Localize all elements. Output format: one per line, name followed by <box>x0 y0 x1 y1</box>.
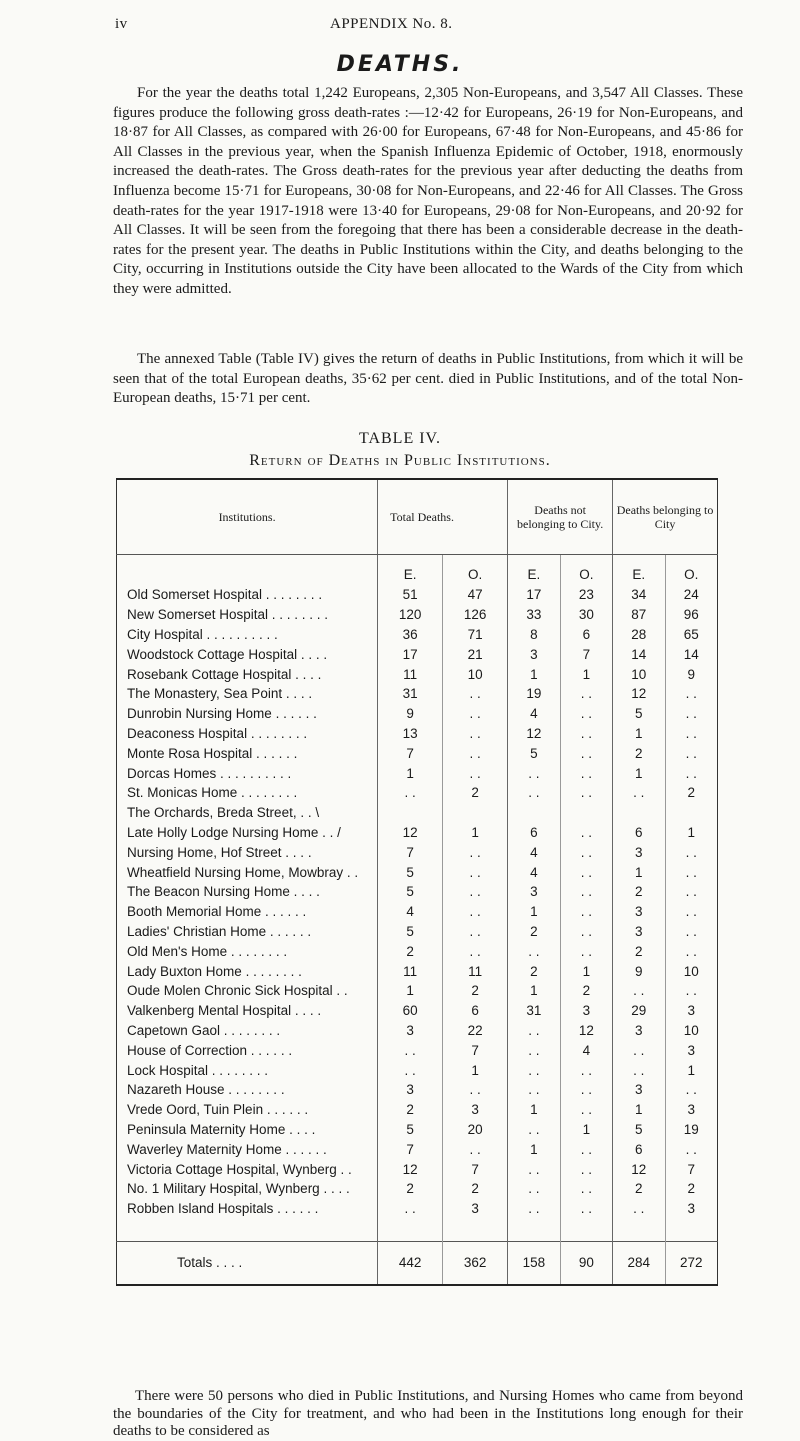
table-cell: . . <box>665 902 718 922</box>
spacer-cell <box>613 1219 665 1242</box>
table-cell: 3 <box>613 1080 665 1100</box>
table-cell <box>665 803 718 823</box>
table-cell: . . <box>378 783 443 803</box>
table-cell: 51 <box>378 585 443 605</box>
institution-name: Dunrobin Nursing Home . . . . . . <box>127 706 317 722</box>
table-cell: 1 <box>613 1100 665 1120</box>
totals-cell: 284 <box>613 1241 665 1285</box>
table-cell: 6 <box>613 1139 665 1159</box>
institution-name: Capetown Gaol . . . . . . . . <box>127 1022 281 1038</box>
eo-header-row <box>117 555 718 586</box>
table-cell: . . <box>508 1040 560 1060</box>
table-cell: . . <box>613 783 665 803</box>
table-cell: 1 <box>665 823 718 843</box>
table-cell: 1 <box>665 1060 718 1080</box>
table-cell: 19 <box>665 1120 718 1140</box>
table-cell: 2 <box>508 922 560 942</box>
table-cell: . . <box>665 1080 718 1100</box>
table-cell: . . <box>508 1060 560 1080</box>
table-cell: 29 <box>613 1001 665 1021</box>
table-cell: 14 <box>613 644 665 664</box>
table-cell: 11 <box>443 961 508 981</box>
table-cell: . . <box>560 763 612 783</box>
table-cell: . . <box>443 1139 508 1159</box>
table-cell: 1 <box>443 823 508 843</box>
table-cell: . . <box>560 1080 612 1100</box>
table-cell: 20 <box>443 1120 508 1140</box>
table-cell: 17 <box>508 585 560 605</box>
table-cell: . . <box>665 882 718 902</box>
table-cell: 5 <box>378 882 443 902</box>
institution-name: Deaconess Hospital . . . . . . . . <box>127 725 308 741</box>
totals-cell: 442 <box>378 1241 443 1285</box>
sub-header-o: O. <box>665 555 718 586</box>
table-row <box>117 1001 718 1021</box>
table-row <box>117 922 718 942</box>
table-cell: 12 <box>378 823 443 843</box>
table-cell <box>508 803 560 823</box>
table-row <box>117 862 718 882</box>
sub-header-o: O. <box>560 555 612 586</box>
table-row <box>117 1080 718 1100</box>
table-title: TABLE IV. <box>358 430 442 447</box>
table-cell: 6 <box>560 625 612 645</box>
table-cell: . . <box>560 922 612 942</box>
totals-cell: 362 <box>443 1241 508 1285</box>
table-cell: 2 <box>443 783 508 803</box>
table-cell: 1 <box>443 1060 508 1080</box>
table-cell: . . <box>560 882 612 902</box>
table-cell: 1 <box>560 1120 612 1140</box>
table-cell: . . <box>443 941 508 961</box>
table-cell: 19 <box>508 684 560 704</box>
table-cell: . . <box>665 981 718 1001</box>
institution-name: Woodstock Cottage Hospital . . . . <box>127 646 328 662</box>
table-row <box>117 823 718 843</box>
table-cell: 2 <box>665 1179 718 1199</box>
table-cell: 3 <box>665 1199 718 1219</box>
table-cell: 3 <box>443 1199 508 1219</box>
table-cell: 87 <box>613 605 665 625</box>
institution-name: No. 1 Military Hospital, Wynberg . . . . <box>127 1181 350 1197</box>
table-cell: 7 <box>378 743 443 763</box>
table-cell: 13 <box>378 724 443 744</box>
table-cell: . . <box>508 1021 560 1041</box>
col-institutions: Institutions. <box>117 479 378 555</box>
table-cell: . . <box>560 1199 612 1219</box>
table-cell: 3 <box>378 1021 443 1041</box>
table-cell: . . <box>560 823 612 843</box>
table-cell: . . <box>560 1060 612 1080</box>
table-cell: . . <box>665 704 718 724</box>
table-cell: . . <box>443 704 508 724</box>
table-cell: 10 <box>613 664 665 684</box>
table-cell: . . <box>508 1179 560 1199</box>
table-cell: 6 <box>613 823 665 843</box>
table-cell: . . <box>665 1139 718 1159</box>
institution-name: Wheatfield Nursing Home, Mowbray . . <box>127 864 359 880</box>
table-cell: 5 <box>378 922 443 942</box>
table-row <box>117 1060 718 1080</box>
deaths-table <box>116 478 718 1286</box>
table-cell: . . <box>560 902 612 922</box>
totals-cell: 272 <box>665 1241 718 1285</box>
table-row <box>117 664 718 684</box>
spacer-cell <box>117 1219 378 1242</box>
table-cell: . . <box>508 1080 560 1100</box>
table-cell: . . <box>665 763 718 783</box>
institution-name: Peninsula Maternity Home . . . . <box>127 1121 316 1137</box>
table-row <box>117 763 718 783</box>
institution-name: Old Somerset Hospital . . . . . . . . <box>127 587 323 603</box>
table-cell: . . <box>665 684 718 704</box>
table-cell: . . <box>443 763 508 783</box>
table-cell: . . <box>560 684 612 704</box>
table-cell: 47 <box>443 585 508 605</box>
table-cell: . . <box>560 704 612 724</box>
table-cell: . . <box>560 1100 612 1120</box>
totals-cell: 90 <box>560 1241 612 1285</box>
table-cell: . . <box>378 1199 443 1219</box>
table-cell: 3 <box>378 1080 443 1100</box>
table-row <box>117 625 718 645</box>
sub-header-e: E. <box>508 555 560 586</box>
table-cell: . . <box>665 922 718 942</box>
footer-paragraph: There were 50 persons who died in Public Institutions, and Nursing Homes who came from beyond the boundaries of the City for treatment, and who had been in the Institutions long enough for their deaths to be considered as <box>113 1388 743 1439</box>
table-cell: 3 <box>560 1001 612 1021</box>
table-cell: . . <box>443 1080 508 1100</box>
institution-name: The Monastery, Sea Point . . . . <box>127 686 313 702</box>
spacer-cell <box>378 1219 443 1242</box>
table-cell: . . <box>560 724 612 744</box>
table-cell: . . <box>443 862 508 882</box>
table-cell: 7 <box>443 1159 508 1179</box>
table-cell: 7 <box>378 842 443 862</box>
institution-name: Old Men's Home . . . . . . . . <box>127 943 288 959</box>
table-row <box>117 1120 718 1140</box>
col-not-belonging: Deaths not belonging to City. <box>508 479 613 555</box>
table-cell: . . <box>508 1120 560 1140</box>
table-cell: 1 <box>613 763 665 783</box>
table-row <box>117 882 718 902</box>
totals-row <box>117 1241 718 1285</box>
table-cell: 10 <box>665 961 718 981</box>
table-row <box>117 1021 718 1041</box>
table-cell: 3 <box>613 922 665 942</box>
table-cell: 2 <box>613 882 665 902</box>
table-cell: . . <box>443 922 508 942</box>
table-cell: 3 <box>613 842 665 862</box>
sub-header-e: E. <box>613 555 665 586</box>
table-row <box>117 1139 718 1159</box>
table-cell: 34 <box>613 585 665 605</box>
table-cell: 33 <box>508 605 560 625</box>
table-cell: . . <box>665 941 718 961</box>
table-cell: 12 <box>378 1159 443 1179</box>
table-cell: 31 <box>378 684 443 704</box>
institution-name: Vrede Oord, Tuin Plein . . . . . . <box>127 1102 309 1118</box>
table-cell: . . <box>508 763 560 783</box>
table-cell: 2 <box>378 1179 443 1199</box>
table-cell: 30 <box>560 605 612 625</box>
table-cell: 4 <box>508 704 560 724</box>
table-cell: . . <box>560 743 612 763</box>
table-cell: 36 <box>378 625 443 645</box>
table-cell: 5 <box>508 743 560 763</box>
col-belonging: Deaths belonging to City <box>613 479 718 555</box>
table-cell: . . <box>560 862 612 882</box>
table-cell: . . <box>443 743 508 763</box>
institution-name: Valkenberg Mental Hospital . . . . <box>127 1003 322 1019</box>
institution-name: City Hospital . . . . . . . . . . <box>127 626 278 642</box>
table-cell: . . <box>665 842 718 862</box>
table-cell: . . <box>378 1060 443 1080</box>
table-cell: . . <box>560 1139 612 1159</box>
table-cell <box>378 803 443 823</box>
institution-name: St. Monicas Home . . . . . . . . <box>127 785 298 801</box>
table-row <box>117 981 718 1001</box>
table-cell: 1 <box>378 763 443 783</box>
table-cell: 2 <box>560 981 612 1001</box>
table-cell: 1 <box>508 664 560 684</box>
table-cell: 4 <box>378 902 443 922</box>
table-cell: 6 <box>443 1001 508 1021</box>
table-cell: 7 <box>378 1139 443 1159</box>
table-cell: 3 <box>443 1100 508 1120</box>
table-row <box>117 803 718 823</box>
table-cell: 8 <box>508 625 560 645</box>
table-row <box>117 902 718 922</box>
table-cell: . . <box>665 743 718 763</box>
table-row <box>117 783 718 803</box>
table-cell: 5 <box>378 862 443 882</box>
table-cell: . . <box>613 981 665 1001</box>
table-cell: 12 <box>613 1159 665 1179</box>
table-cell: . . <box>560 1159 612 1179</box>
table-cell: 5 <box>613 1120 665 1140</box>
institution-name: Victoria Cottage Hospital, Wynberg . . <box>127 1161 352 1177</box>
spacer-cell <box>560 1219 612 1242</box>
institution-name: The Beacon Nursing Home . . . . <box>127 884 320 900</box>
table-cell: . . <box>665 724 718 744</box>
table-cell <box>560 803 612 823</box>
table-row <box>117 684 718 704</box>
table-cell: 7 <box>443 1040 508 1060</box>
table-cell: 4 <box>508 862 560 882</box>
table-cell: 11 <box>378 961 443 981</box>
table-cell: 1 <box>613 724 665 744</box>
totals-cell: 158 <box>508 1241 560 1285</box>
table-row <box>117 605 718 625</box>
eo-blank <box>117 555 378 586</box>
table-cell: 12 <box>560 1021 612 1041</box>
table-cell: . . <box>560 1179 612 1199</box>
sub-header-e: E. <box>378 555 443 586</box>
table-cell: 3 <box>665 1001 718 1021</box>
table-row <box>117 704 718 724</box>
table-cell: 1 <box>378 981 443 1001</box>
table-cell: 2 <box>613 743 665 763</box>
table-cell: 5 <box>613 704 665 724</box>
spacer-row <box>117 1219 718 1242</box>
table-row <box>117 1199 718 1219</box>
table-row <box>117 644 718 664</box>
institution-name: Lady Buxton Home . . . . . . . . <box>127 963 302 979</box>
table-cell: . . <box>378 1040 443 1060</box>
institution-name: Late Holly Lodge Nursing Home . . / <box>127 824 341 840</box>
institution-name: House of Correction . . . . . . <box>127 1042 293 1058</box>
institution-name: Oude Molen Chronic Sick Hospital . . <box>127 983 348 999</box>
table-row <box>117 585 718 605</box>
table-cell: . . <box>443 902 508 922</box>
table-cell: 4 <box>560 1040 612 1060</box>
page-number: iv <box>115 16 128 32</box>
table-cell: 126 <box>443 605 508 625</box>
table-row <box>117 842 718 862</box>
table-cell: 3 <box>665 1040 718 1060</box>
table-cell: 2 <box>378 941 443 961</box>
table-cell: . . <box>508 783 560 803</box>
institution-name: Dorcas Homes . . . . . . . . . . <box>127 765 292 781</box>
table-cell: . . <box>508 941 560 961</box>
table-cell: 23 <box>560 585 612 605</box>
table-cell: 96 <box>665 605 718 625</box>
table-cell: . . <box>443 882 508 902</box>
spacer-cell <box>508 1219 560 1242</box>
table-cell: . . <box>665 862 718 882</box>
table-cell: 22 <box>443 1021 508 1041</box>
table-cell: 2 <box>378 1100 443 1120</box>
table-cell: 2 <box>665 783 718 803</box>
table-cell: 3 <box>508 644 560 664</box>
table-cell: 9 <box>665 664 718 684</box>
table-cell: 1 <box>508 902 560 922</box>
table-cell: . . <box>613 1060 665 1080</box>
table-cell: 10 <box>665 1021 718 1041</box>
table-cell: 3 <box>665 1100 718 1120</box>
table-cell: . . <box>443 684 508 704</box>
page-title: DEATHS. <box>336 52 464 77</box>
table-cell: 14 <box>665 644 718 664</box>
paragraph-table-intro: The annexed Table (Table IV) gives the return of deaths in Public Institutions, from which it will be seen that of the total European deaths, 35·62 per cent. died in Public Institutions, and of the total Non-European deaths, 15·71 per cent. <box>113 351 743 407</box>
table-cell: 2 <box>508 961 560 981</box>
sub-header-o: O. <box>443 555 508 586</box>
institution-name: New Somerset Hospital . . . . . . . . <box>127 607 329 623</box>
institution-name: Robben Island Hospitals . . . . . . <box>127 1201 319 1217</box>
table-cell: 17 <box>378 644 443 664</box>
institution-name: Monte Rosa Hospital . . . . . . <box>127 745 298 761</box>
table-row <box>117 1040 718 1060</box>
table-cell: 1 <box>508 1139 560 1159</box>
table-cell: 21 <box>443 644 508 664</box>
table-cell: 7 <box>665 1159 718 1179</box>
table-row <box>117 743 718 763</box>
institution-name: Nursing Home, Hof Street . . . . <box>127 844 312 860</box>
table-cell: . . <box>443 842 508 862</box>
spacer-cell <box>665 1219 718 1242</box>
table-cell: . . <box>613 1199 665 1219</box>
table-cell: 60 <box>378 1001 443 1021</box>
table-cell: 24 <box>665 585 718 605</box>
table-cell: . . <box>613 1040 665 1060</box>
table-row <box>117 1159 718 1179</box>
table-cell: 7 <box>560 644 612 664</box>
table-cell: 6 <box>508 823 560 843</box>
table-cell: 3 <box>613 902 665 922</box>
table-cell: . . <box>560 842 612 862</box>
table-cell: 1 <box>508 981 560 1001</box>
table-cell: . . <box>508 1159 560 1179</box>
table-cell: 2 <box>613 941 665 961</box>
institution-name: Lock Hospital . . . . . . . . <box>127 1062 269 1078</box>
table-cell: 65 <box>665 625 718 645</box>
table-cell: 28 <box>613 625 665 645</box>
table-cell: 2 <box>443 981 508 1001</box>
table-cell: 9 <box>613 961 665 981</box>
table-cell: . . <box>508 1199 560 1219</box>
table-cell: 31 <box>508 1001 560 1021</box>
table-cell <box>443 803 508 823</box>
appendix-label: APPENDIX No. 8. <box>330 16 453 32</box>
table-row <box>117 941 718 961</box>
table-cell: 120 <box>378 605 443 625</box>
totals-label: Totals . . . . <box>117 1241 378 1285</box>
table-row <box>117 961 718 981</box>
table-cell: 11 <box>378 664 443 684</box>
institution-name: Nazareth House . . . . . . . . <box>127 1082 285 1098</box>
table-cell: 3 <box>613 1021 665 1041</box>
spacer-cell <box>443 1219 508 1242</box>
table-subtitle: Return of Deaths in Public Institutions. <box>249 452 551 469</box>
institution-name: Waverley Maternity Home . . . . . . <box>127 1141 327 1157</box>
table-cell: 4 <box>508 842 560 862</box>
table-cell: 1 <box>560 961 612 981</box>
table-cell: 1 <box>508 1100 560 1120</box>
institution-name: Booth Memorial Home . . . . . . <box>127 904 307 920</box>
col-total: Total Deaths. <box>378 479 508 555</box>
table-cell: 1 <box>560 664 612 684</box>
institution-name: Rosebank Cottage Hospital . . . . <box>127 666 322 682</box>
table-cell: 3 <box>508 882 560 902</box>
table-cell: 2 <box>443 1179 508 1199</box>
table-cell: 12 <box>613 684 665 704</box>
table-cell: 5 <box>378 1120 443 1140</box>
table-row <box>117 724 718 744</box>
table-cell: 2 <box>613 1179 665 1199</box>
page-header <box>0 14 800 40</box>
table-cell: . . <box>560 783 612 803</box>
table-cell <box>613 803 665 823</box>
table-cell: 1 <box>613 862 665 882</box>
table-row <box>117 1100 718 1120</box>
institution-name: The Orchards, Breda Street, . . \ <box>127 805 320 821</box>
institution-name: Ladies' Christian Home . . . . . . <box>127 923 312 939</box>
table-row <box>117 1179 718 1199</box>
table-cell: 9 <box>378 704 443 724</box>
table-cell: . . <box>560 941 612 961</box>
paragraph-death-rates: For the year the deaths total 1,242 Europeans, 2,305 Non-Europeans, and 3,547 All Classes. These figures produce the following gross death-rates :—12·42 for Europeans, 26·19 for Non-Europeans, and 18·87 for All Classes, as compared with 26·00 for Europeans, 67·48 for Non-Europeans, and 45·86 for All Classes in the previous year, when the Spanish Influenza Epidemic of October, 1918, enormously increased the death-rates. The Gross death-rates for the previous year after deducting the deaths from Influenza become 15·71 for Europeans, 30·08 for Non-Europeans, and 22·46 for All Classes. The Gross death-rates for the year 1917-1918 were 13·40 for Europeans, 29·08 for Non-Europeans, and 20·92 for All Classes. It will be seen from the foregoing that there has been a considerable decrease in the death-rates for the present year. The deaths in Public Institutions within the City, and deaths belonging to the City, occurring in Institutions outside the City have been allocated to the Wards of the City from which they were admitted. <box>113 85 743 297</box>
table-cell: 10 <box>443 664 508 684</box>
table-cell: 71 <box>443 625 508 645</box>
table-cell: . . <box>443 724 508 744</box>
table-cell: 12 <box>508 724 560 744</box>
